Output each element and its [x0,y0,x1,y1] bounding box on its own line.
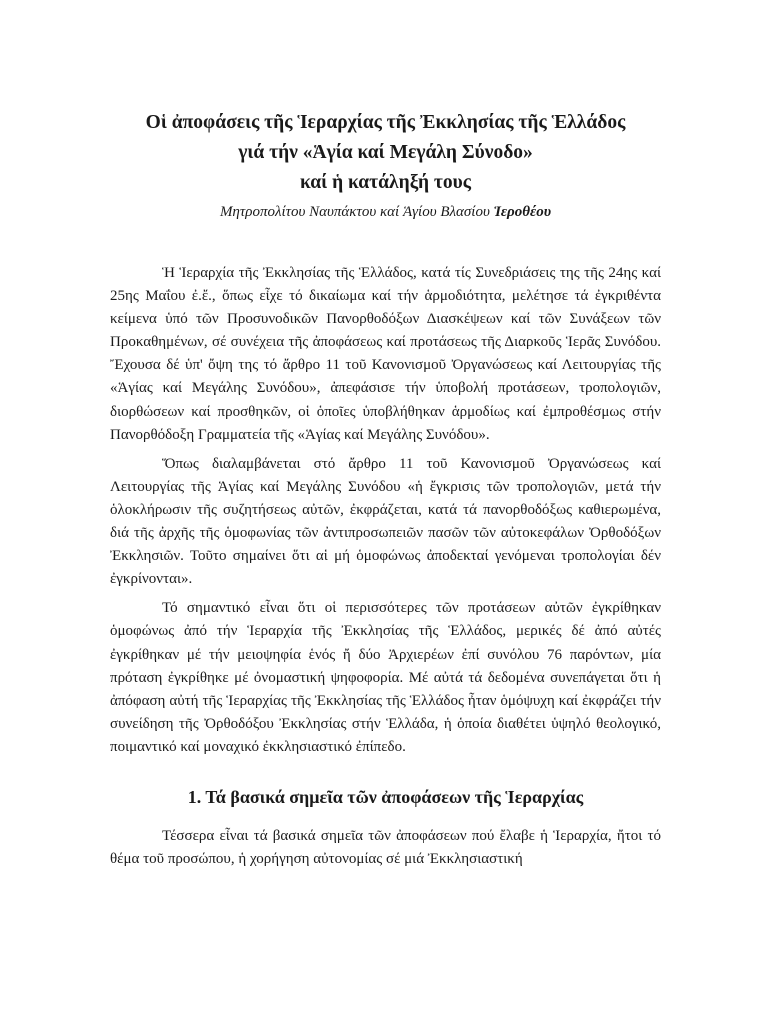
section-paragraph: Τέσσερα εἶναι τά βασικά σημεῖα τῶν ἀποφάσεων πού ἔλαβε ἡ Ἱεραρχία, ἤτοι τό θέμα τοῦ προσώπου, ἡ χορήγηση αὐτονομίας σέ μιά Ἐκκλησιαστική [110,827,661,868]
author-byline [110,202,661,222]
document-body [110,262,661,871]
document-title-line-3: καί ἡ κατάληξή τους [300,172,471,193]
body-paragraph-1: Ἡ Ἱεραρχία τῆς Ἐκκλησίας τῆς Ἑλλάδος, κατά τίς Συνεδριάσεις της τῆς 24ης καί 25ης Μαΐου ἐ.ἔ., ὅπως εἶχε τό δικαίωμα καί τήν ἁρμοδιότητα, μελέτησε τά ἐγκριθέντα κείμενα ὑπό τῶν Προσυνοδικῶν Πανορθοδόξων Διασκέψεων καί τῶν Συνάξεων τῶν Προκαθημένων, σέ συνέχεια τῆς ἀποφάσεως καί προτάσεως τῆς Διαρκοῦς Ἱερᾶς Συνόδου. Ἔχουσα δέ ὑπ' ὄψη της τό ἄρθρο 11 τοῦ Κανονισμοῦ Ὀργανώσεως καί Λειτουργίας τῆς «Ἁγίας καί Μεγάλης Συνόδου», ἀπεφάσισε τήν ὑποβολή προτάσεων, τροπολογιῶν, διορθώσεων καί προσθηκῶν, οἱ ὁποῖες ὑποβλήθηκαν ἁρμοδίως καί ἐμπροθέσμως στήν Πανορθόδοξη Γραμματεία τῆς «Ἁγίας καί Μεγάλης Συνόδου». [110,265,661,443]
body-paragraph-3: Τό σημαντικό εἶναι ὅτι οἱ περισσότερες τῶν προτάσεων αὐτῶν ἐγκρίθηκαν ὁμοφώνως ἀπό τήν Ἱεραρχία τῆς Ἐκκλησίας τῆς Ἑλλάδος, μερικές δέ ἀπό αὐτές ἐγκρίθηκαν μέ τήν μειοψηφία ἑνός ἤ δύο Ἀρχιερέων ἐπί συνόλου 76 παρόντων, μία πρόταση ἐγκρίθηκε μέ ὀνομαστική ψηφοφορία. Μέ αὐτά τά δεδομένα συνεπάγεται ὅτι ἡ ἀπόφαση αὐτή τῆς Ἱεραρχίας τῆς Ἐκκλησίας τῆς Ἑλλάδος ἦταν ὁμόψυχη καί ἐκφράζει τήν συνείδηση τῆς Ὀρθοδόξου Ἐκκλησίας στήν Ἑλλάδα, ἡ ὁποία διαθέτει ὑψηλό θεολογικό, ποιμαντικό καί μοναχικό ἐκκλησιαστικό ἐπίπεδο. [110,600,661,755]
body-paragraph-2: Ὅπως διαλαμβάνεται στό ἄρθρο 11 τοῦ Κανονισμοῦ Ὀργανώσεως καί Λειτουργίας τῆς Ἁγίας καί Μεγάλης Συνόδου «ἡ ἔγκρισις τῶν τροπολογιῶν, μετά τήν ὁλοκλήρωσιν τῆς συζητήσεως αὐτῶν, ἐκφράζεται, κατά τά πανορθοδόξως καθιερωμένα, διά τῆς ἀρχῆς τῆς ὁμοφωνίας τῶν ἀντιπροσωπειῶν πασῶν τῶν αὐτοκεφάλων Ὀρθοδόξων Ἐκκλησιῶν. Τοῦτο σημαίνει ὅτι αἱ μή ὁμοφώνως ἀποδεκταί γενόμεναι τροπολογίαι δέν ἐγκρίνονται». [110,455,661,588]
document-title-line-1: Οἱ ἀποφάσεις τῆς Ἱεραρχίας τῆς Ἐκκλησίας τῆς Ἑλλάδος [145,112,626,133]
section-heading: 1. Τά βασικά σημεῖα τῶν ἀποφάσεων τῆς Ἱεραρχίας [187,786,584,807]
document-title-line-2: γιά τήν «Ἁγία καί Μεγάλη Σύνοδο» [238,142,533,163]
author-name: Ἱεροθέου [493,204,552,220]
byline-prefix: Μητροπολίτου Ναυπάκτου καί Ἁγίου Βλασίου [219,204,494,220]
